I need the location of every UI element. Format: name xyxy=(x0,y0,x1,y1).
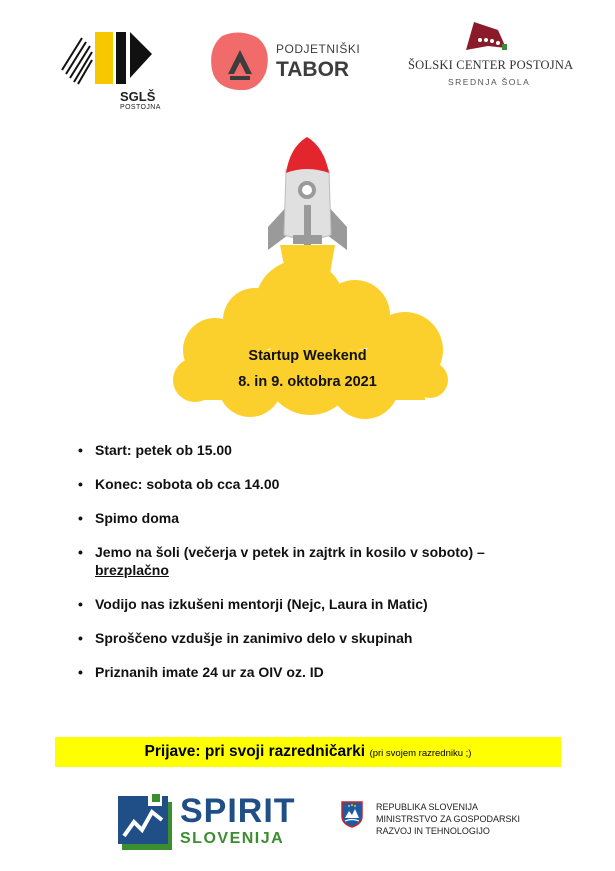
list-item: • Spimo doma xyxy=(78,509,548,527)
podjetniski-tabor-logo xyxy=(208,32,368,94)
ministry-line-2: MINISTRSTVO ZA GOSPODARSKI xyxy=(376,814,521,824)
slovenia-coat-of-arms-icon xyxy=(340,800,364,828)
signup-banner xyxy=(55,737,561,767)
sgls-sub: POSTOJNA xyxy=(120,104,161,111)
event-title: Startup Weekend xyxy=(248,348,367,364)
event-dates: 8. in 9. oktobra 2021 xyxy=(238,374,377,390)
sgls-name: SGLŠ xyxy=(120,89,156,104)
list-item: • Vodijo nas izkušeni mentorji (Nejc, Laura in Matic) xyxy=(78,595,548,613)
sgls-stripes-graphic xyxy=(60,30,160,90)
sgls-logo xyxy=(60,30,160,115)
solski-center-postojna-logo xyxy=(408,20,574,90)
spirit-chart-icon xyxy=(118,792,174,852)
scp-book-icon xyxy=(458,20,508,54)
ministry-line-1: REPUBLIKA SLOVENIJA xyxy=(376,802,479,812)
list-item: • Jemo na šoli (večerja v petek in zajtrk in kosilo v soboto) – brezplačno xyxy=(78,543,548,579)
list-item: • Konec: sobota ob cca 14.00 xyxy=(78,475,548,493)
ministry-logo xyxy=(340,800,540,845)
cloud-shape xyxy=(173,260,448,419)
list-item: • Sproščeno vzdušje in zanimivo delo v skupinah xyxy=(78,629,548,647)
ministry-line-3: RAZVOJ IN TEHNOLOGIJO xyxy=(376,826,490,836)
list-item: • Priznanih imate 24 ur za OIV oz. ID xyxy=(78,663,548,681)
spirit-slovenija-logo xyxy=(118,790,318,855)
signup-small-text: (pri svojem razredniku ;) xyxy=(369,748,472,759)
tabor-bottom-text: TABOR xyxy=(276,58,350,81)
free-text: brezplačno xyxy=(95,562,169,578)
signup-main-text: Prijave: pri svoji razredničarki xyxy=(144,743,366,760)
scp-name: ŠOLSKI CENTER POSTOJNA xyxy=(408,58,574,72)
list-item: • Start: petek ob 15.00 xyxy=(78,441,548,459)
spirit-word: SPIRIT xyxy=(180,792,296,830)
tabor-top-text: PODJETNIŠKI xyxy=(276,42,361,56)
scp-subtitle: SREDNJA ŠOLA xyxy=(448,77,531,87)
tabor-tent-icon xyxy=(208,32,272,94)
event-details-list xyxy=(78,441,548,697)
slovenija-word: SLOVENIJA xyxy=(180,830,285,847)
